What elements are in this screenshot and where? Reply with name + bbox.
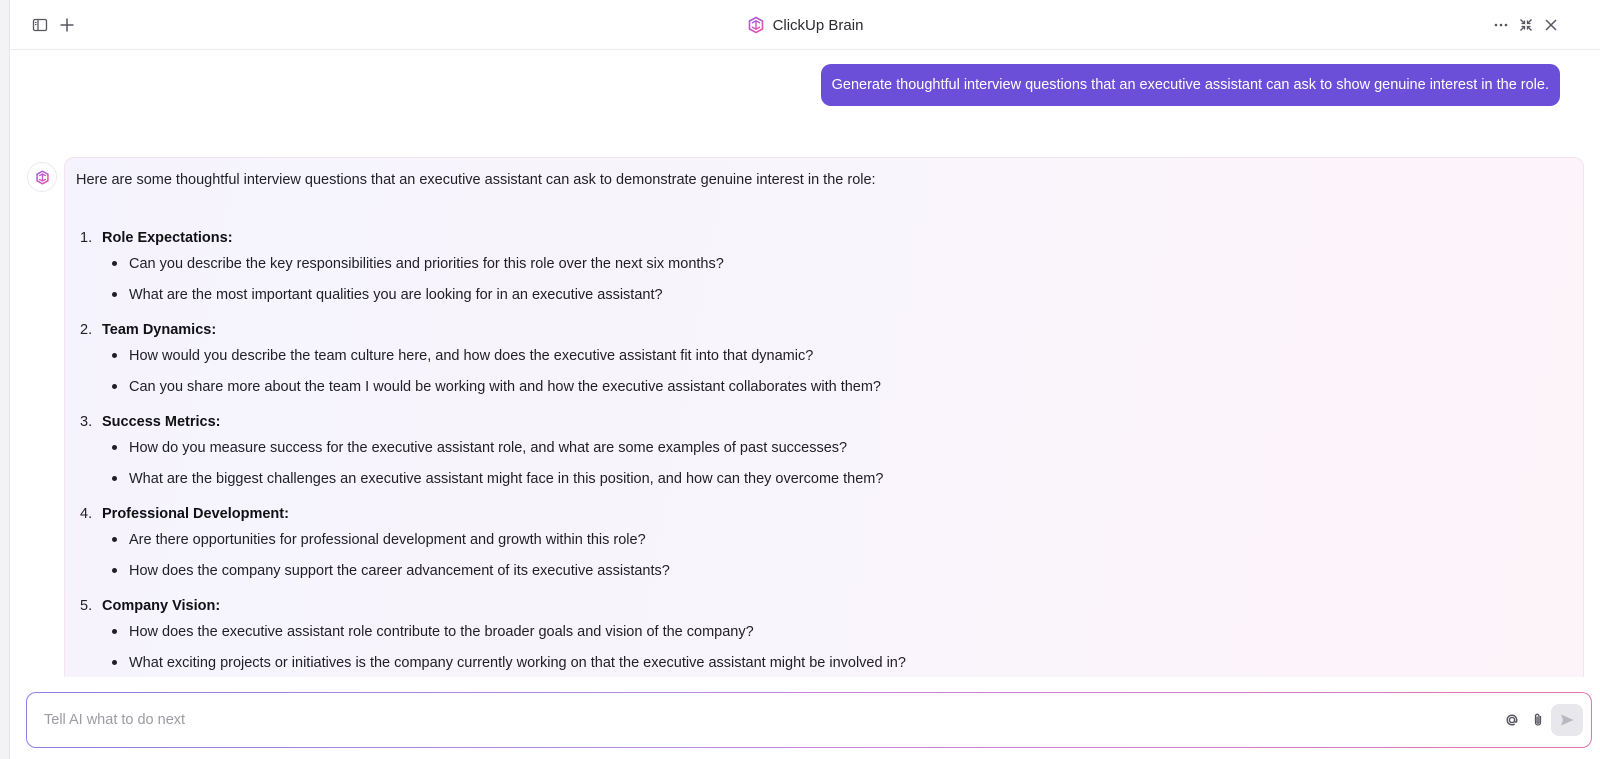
list-item <box>112 440 847 456</box>
list-item-text: How does the executive assistant role contribute to the broader goals and vision of the company? <box>129 624 754 640</box>
section-number: 1. <box>80 230 93 246</box>
section-title: Role Expectations: <box>102 230 233 246</box>
section-number: 5. <box>80 598 93 614</box>
bullet-dot <box>112 384 117 389</box>
bullet-dot <box>112 353 117 358</box>
list-item <box>112 287 663 303</box>
list-item-text: What exciting projects or initiatives is the company currently working on that the executive assistant might be involved in? <box>129 655 906 671</box>
bullet-dot <box>112 537 117 542</box>
send-icon <box>1559 712 1575 728</box>
bullet-dot <box>112 445 117 450</box>
section-title: Company Vision: <box>102 598 221 614</box>
close-button[interactable] <box>1540 14 1562 36</box>
list-item-text: How do you measure success for the executive assistant role, and what are some examples of past successes? <box>129 440 848 456</box>
sidebar-toggle-icon <box>32 17 48 33</box>
prompt-input[interactable] <box>44 693 1424 747</box>
plus-icon <box>59 17 75 33</box>
brain-panel <box>9 0 1600 759</box>
sidebar-toggle-button[interactable] <box>29 14 51 36</box>
bullet-dot <box>112 629 117 634</box>
bullet-dot <box>112 476 117 481</box>
section-title: Success Metrics: <box>102 414 221 430</box>
more-icon <box>1493 17 1509 33</box>
section-title: Team Dynamics: <box>102 322 217 338</box>
section-number: 4. <box>80 506 93 522</box>
ai-response-intro: Here are some thoughtful interview questions that an executive assistant can ask to demonstrate genuine interest in the role: <box>76 172 876 188</box>
header-title-group <box>10 0 1600 50</box>
close-icon <box>1544 18 1558 32</box>
header-title: ClickUp Brain <box>772 16 864 34</box>
ai-response-card <box>64 157 1584 677</box>
list-item <box>112 471 883 487</box>
clickup-brain-icon <box>35 170 50 185</box>
new-chat-button[interactable] <box>56 14 78 36</box>
composer-inner <box>27 693 1591 747</box>
collapse-icon <box>1519 18 1533 32</box>
list-item <box>112 655 906 671</box>
list-item-text: Can you describe the key responsibilities and priorities for this role over the next six months? <box>129 256 724 272</box>
section-number: 3. <box>80 414 93 430</box>
section-number: 2. <box>80 322 93 338</box>
list-item <box>112 532 646 548</box>
at-sign-icon <box>1504 712 1520 728</box>
list-item-text: What are the most important qualities you are looking for in an executive assistant? <box>129 287 663 303</box>
list-item-text: How does the company support the career advancement of its executive assistants? <box>129 563 670 579</box>
user-message-bubble <box>821 64 1560 106</box>
clickup-brain-logo-icon <box>747 16 765 34</box>
collapse-button[interactable] <box>1515 14 1537 36</box>
composer <box>26 692 1592 748</box>
list-item-text: How would you describe the team culture here, and how does the executive assistant fit into that dynamic? <box>129 348 814 364</box>
more-options-button[interactable] <box>1490 14 1512 36</box>
list-item <box>112 563 670 579</box>
ai-avatar <box>27 162 57 192</box>
bullet-dot <box>112 568 117 573</box>
send-button[interactable] <box>1551 704 1583 736</box>
attach-button[interactable] <box>1525 707 1551 733</box>
bullet-dot <box>112 292 117 297</box>
paperclip-icon <box>1530 712 1546 728</box>
list-item-text: What are the biggest challenges an executive assistant might face in this position, and how can they overcome them? <box>129 471 884 487</box>
user-message-text: Generate thoughtful interview questions that an executive assistant can ask to show genuine interest in the role. <box>831 77 1549 93</box>
list-item-text: Are there opportunities for professional development and growth within this role? <box>129 532 646 548</box>
list-item <box>112 256 724 272</box>
list-item <box>112 624 754 640</box>
bullet-dot <box>112 261 117 266</box>
list-item <box>112 379 881 395</box>
list-item <box>112 348 813 364</box>
list-item-text: Can you share more about the team I would be working with and how the executive assistant collaborates with them? <box>129 379 881 395</box>
panel-header <box>10 0 1600 50</box>
section-title: Professional Development: <box>102 506 289 522</box>
bullet-dot <box>112 660 117 665</box>
mention-button[interactable] <box>1499 707 1525 733</box>
